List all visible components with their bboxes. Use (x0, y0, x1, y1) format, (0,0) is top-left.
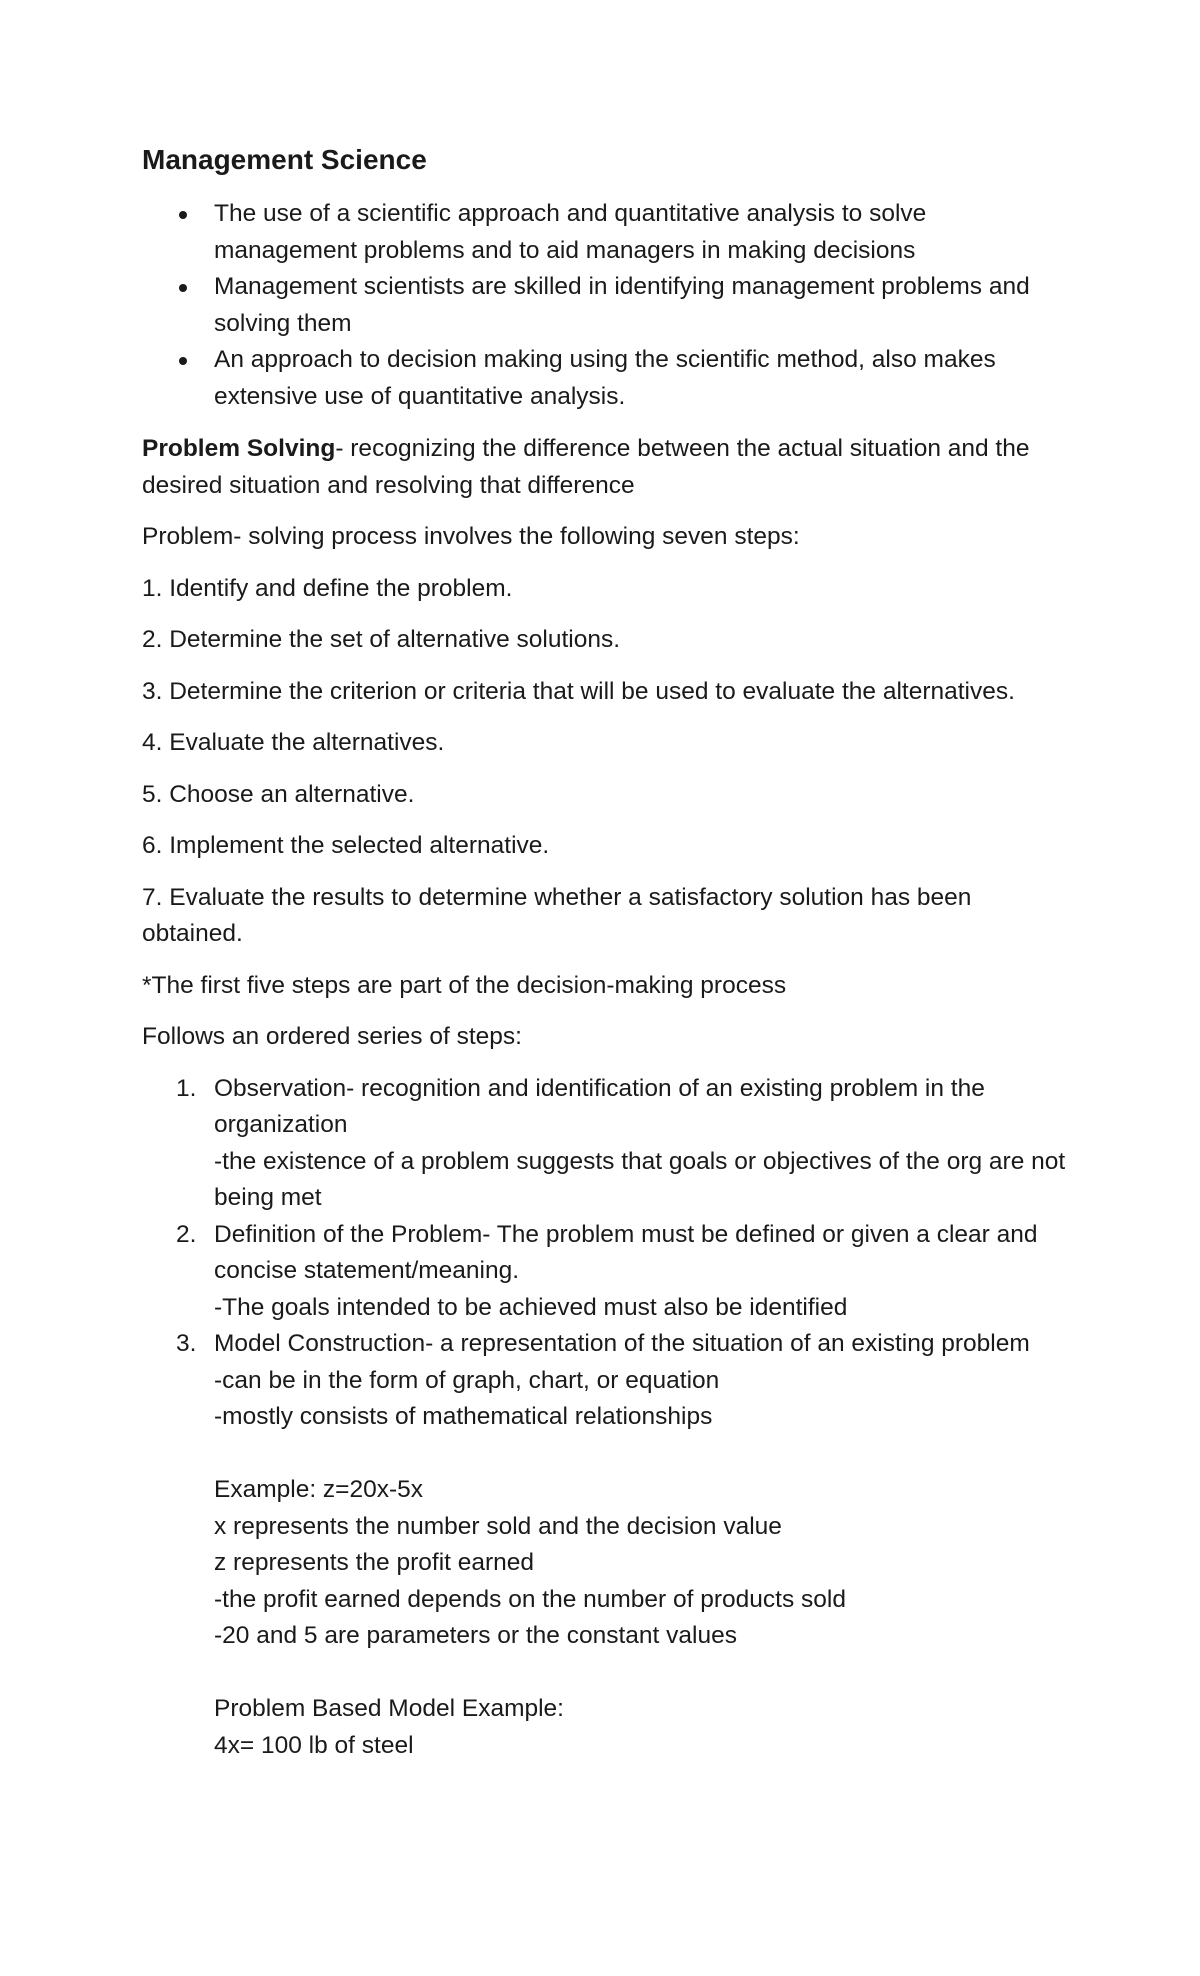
problem-solving-term: Problem Solving (142, 435, 336, 462)
example-line: -the profit earned depends on the number of products sold (214, 1585, 846, 1613)
bullet-dot-icon (179, 284, 187, 292)
step-item: 1. Identify and define the problem. (142, 574, 513, 602)
step-line: Observation- recognition and identification of an existing problem in the organization (214, 1074, 985, 1138)
bullet-dot-icon (179, 357, 187, 365)
bullet-text: Management scientists are skilled in identifying management problems and solving them (214, 273, 1030, 337)
step-item: 6. Implement the selected alternative. (142, 832, 550, 859)
problem-example-line: Problem Based Model Example: (214, 1695, 564, 1722)
bullet-dot-icon (179, 211, 187, 219)
step-line: -can be in the form of graph, chart, or equation (214, 1366, 720, 1394)
bullet-item (142, 342, 1072, 415)
step-number: 2. (176, 1220, 197, 1248)
example-line: -20 and 5 are parameters or the constant values (214, 1622, 737, 1649)
problem-solving-paragraph (142, 431, 1072, 504)
step-line: Model Construction- a representation of the situation of an existing problem (214, 1330, 1030, 1357)
step-number: 1. (176, 1074, 197, 1102)
step-line: -mostly consists of mathematical relationships (214, 1403, 713, 1430)
step-line: -The goals intended to be achieved must also be identified (214, 1293, 848, 1321)
blank-line (214, 1436, 1072, 1473)
step-item: 2. Determine the set of alternative solutions. (142, 626, 621, 653)
ordered-step-item (142, 1071, 1072, 1217)
process-intro: Problem- solving process involves the following seven steps: (142, 523, 800, 550)
bullet-text: An approach to decision making using the scientific method, also makes extensive use of quantitative analysis. (214, 346, 996, 410)
ordered-step-item (142, 1326, 1072, 1764)
document-page (142, 140, 1072, 1764)
step-line: Definition of the Problem- The problem must be defined or given a clear and concise statement/meaning. (214, 1220, 1038, 1284)
bullet-item (142, 196, 1072, 269)
blank-line (214, 1655, 1072, 1692)
bullet-item (142, 269, 1072, 342)
step-item: 5. Choose an alternative. (142, 780, 415, 808)
example-line: z represents the profit earned (214, 1549, 535, 1576)
page-title: Management Science (142, 144, 427, 175)
example-line: x represents the number sold and the decision value (214, 1512, 782, 1540)
problem-example-line: 4x= 100 lb of steel (214, 1731, 414, 1759)
step-line: -the existence of a problem suggests that goals or objectives of the org are not being met (214, 1147, 1066, 1211)
step-number: 3. (176, 1330, 197, 1357)
ordered-steps-list (142, 1071, 1072, 1765)
problem-solving-definition: - recognizing the difference between the actual situation and the desired situation and resolving that difference (142, 435, 1030, 499)
step-item: 7. Evaluate the results to determine whether a satisfactory solution has been obtained. (142, 883, 972, 947)
ordered-step-item (142, 1217, 1072, 1327)
step-item: 4. Evaluate the alternatives. (142, 729, 445, 756)
bullet-text: The use of a scientific approach and quantitative analysis to solve management problems and to aid managers in making decisions (214, 200, 927, 264)
step-item: 3. Determine the criterion or criteria that will be used to evaluate the alternatives. (142, 677, 1015, 705)
definition-bullet-list (142, 196, 1072, 415)
decision-note: *The first five steps are part of the decision-making process (142, 971, 787, 999)
ordered-intro: Follows an ordered series of steps: (142, 1023, 522, 1050)
example-line: Example: z=20x-5x (214, 1476, 424, 1503)
